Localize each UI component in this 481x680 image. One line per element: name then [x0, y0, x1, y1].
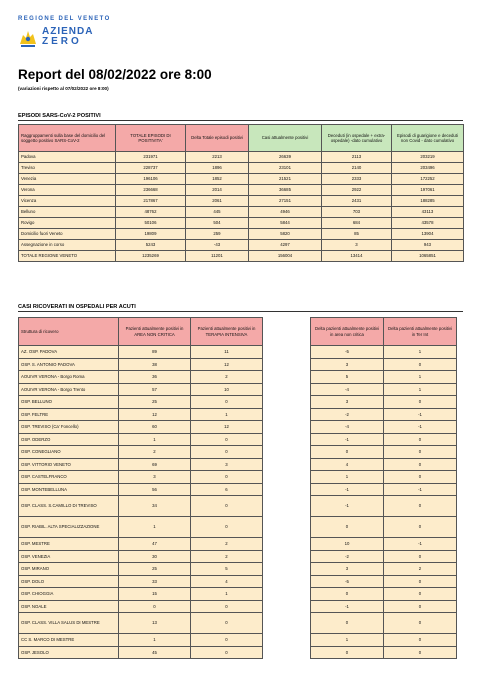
table-cell: 43578	[392, 218, 464, 229]
table-cell: 0	[384, 588, 457, 601]
table-cell: 4	[191, 575, 263, 588]
table-cell: 5	[311, 371, 384, 384]
table-cell: 2431	[322, 196, 392, 207]
table-row	[311, 550, 457, 563]
table-cell: 445	[186, 207, 249, 218]
table-row	[19, 575, 263, 588]
table-cell: 13414	[322, 251, 392, 262]
column-header: Delta pazienti attualmente positivi in area non critica	[311, 318, 384, 346]
table-row	[311, 563, 457, 576]
table-row	[19, 433, 263, 446]
column-header: Delta pazienti attualmente positivi in Ter Int	[384, 318, 457, 346]
winged-lion-logo-icon	[18, 26, 38, 48]
row-label: Vicenza	[19, 196, 116, 207]
table-row	[311, 396, 457, 409]
report-title: Report del 08/02/2022 ore 8:00	[18, 67, 212, 82]
table-cell: 0	[191, 433, 263, 446]
table-cell: 0	[384, 433, 457, 446]
table-cell: 21521	[249, 174, 322, 185]
table-row	[311, 634, 457, 647]
table-row	[19, 152, 464, 163]
table-cell: 34	[119, 496, 191, 517]
table-cell: 25	[119, 563, 191, 576]
table-row	[19, 229, 464, 240]
table-cell: 1	[191, 588, 263, 601]
table-cell: 1	[311, 471, 384, 484]
table-cell: 4	[311, 458, 384, 471]
positives-header-row	[19, 125, 464, 152]
table-cell: 0	[191, 396, 263, 409]
table-cell: 2061	[186, 196, 249, 207]
table-cell: 3	[311, 358, 384, 371]
table-cell: 1852	[186, 174, 249, 185]
row-label: OSP. FELTRE	[19, 408, 119, 421]
table-cell: 57	[119, 383, 191, 396]
table-row	[19, 408, 263, 421]
table-row	[19, 483, 263, 496]
table-row	[311, 588, 457, 601]
table-row	[311, 433, 457, 446]
table-row	[19, 634, 263, 647]
row-label: AZ. OSP. PADOVA	[19, 346, 119, 359]
table-cell: 1	[119, 433, 191, 446]
table-cell: 12	[191, 421, 263, 434]
table-row	[311, 483, 457, 496]
table-cell: 56	[119, 483, 191, 496]
table-row	[19, 371, 263, 384]
table-row	[19, 458, 263, 471]
row-label: OSP. DOLO	[19, 575, 119, 588]
header	[18, 16, 158, 48]
table-cell: -1	[384, 421, 457, 434]
table-cell: 2113	[322, 152, 392, 163]
table-cell: -5	[311, 575, 384, 588]
table-cell: -4	[311, 421, 384, 434]
table-row	[19, 517, 263, 538]
table-cell: 0	[191, 471, 263, 484]
table-cell: -2	[311, 408, 384, 421]
row-label: Belluno	[19, 207, 116, 218]
table-cell: 259	[186, 229, 249, 240]
hospitals-section-title: CASI RICOVERATI IN OSPEDALI PER ACUTI	[18, 304, 136, 310]
column-header: Pazienti attualmente positivi in TERAPIA INTENSIVA	[191, 318, 263, 346]
table-cell: 1	[384, 371, 457, 384]
table-row	[19, 563, 263, 576]
table-cell: 703	[322, 207, 392, 218]
table-row	[19, 196, 464, 207]
table-row	[19, 251, 464, 262]
table-cell: 4946	[249, 207, 322, 218]
row-label: OSP. BELLUNO	[19, 396, 119, 409]
column-header: Struttura di ricovero	[19, 318, 119, 346]
table-row	[19, 600, 263, 613]
table-row	[19, 496, 263, 517]
table-cell: 4297	[249, 240, 322, 251]
table-cell: 0	[384, 575, 457, 588]
row-label: OSP. VITTORIO VENETO	[19, 458, 119, 471]
table-cell: 0	[384, 613, 457, 634]
table-cell: 0	[384, 458, 457, 471]
table-row	[311, 613, 457, 634]
table-cell: 3	[322, 240, 392, 251]
column-header: Pazienti attualmente positivi in AREA NON CRITICA	[119, 318, 191, 346]
table-cell: 0	[119, 600, 191, 613]
table-cell: 11	[191, 346, 263, 359]
row-label: OSP. CLASS. VILLA SALUS DI MESTRE	[19, 613, 119, 634]
row-label: OSP. JESOLO	[19, 646, 119, 659]
table-row	[19, 538, 263, 551]
row-label: Padova	[19, 152, 116, 163]
positives-table-body	[19, 152, 464, 262]
table-cell: 0	[384, 446, 457, 459]
row-label: OSP. VENEZIA	[19, 550, 119, 563]
table-cell: -1	[384, 538, 457, 551]
table-cell: 504	[186, 218, 249, 229]
table-cell: 10	[311, 538, 384, 551]
table-row	[19, 346, 263, 359]
table-row	[311, 383, 457, 396]
table-cell: 0	[384, 646, 457, 659]
table-row	[19, 613, 263, 634]
row-label: OSP. CASTELFRANCO	[19, 471, 119, 484]
table-cell: 0	[384, 600, 457, 613]
table-row	[311, 346, 457, 359]
table-cell: 1235269	[116, 251, 186, 262]
table-cell: 203219	[392, 152, 464, 163]
row-label: TOTALE REGIONE VENETO	[19, 251, 116, 262]
table-cell: 172252	[392, 174, 464, 185]
table-cell: 0	[384, 634, 457, 647]
table-cell: 228737	[116, 163, 186, 174]
table-cell: -43	[186, 240, 249, 251]
table-row	[19, 646, 263, 659]
table-cell: 48762	[116, 207, 186, 218]
table-row	[311, 408, 457, 421]
row-label: OSP. MESTRE	[19, 538, 119, 551]
table-cell: 1896	[186, 163, 249, 174]
table-cell: 217867	[116, 196, 186, 207]
table-row	[311, 371, 457, 384]
table-cell: 0	[191, 634, 263, 647]
table-row	[19, 588, 263, 601]
table-cell: 5243	[116, 240, 186, 251]
delta-header-row	[311, 318, 457, 346]
table-cell: 89	[119, 346, 191, 359]
table-row	[19, 185, 464, 196]
table-row	[311, 458, 457, 471]
report-subtitle: (variazioni rispetto al 07/02/2022 ore 8:00)	[18, 86, 109, 91]
table-cell: 1	[119, 634, 191, 647]
table-cell: 0	[384, 471, 457, 484]
logo-text-zero: ZERO	[42, 36, 82, 47]
table-cell: 50106	[116, 218, 186, 229]
table-cell: 0	[191, 646, 263, 659]
table-row	[19, 383, 263, 396]
table-row	[311, 517, 457, 538]
row-label: Domicilio fuori Veneto	[19, 229, 116, 240]
table-cell: 0	[311, 646, 384, 659]
table-cell: 196106	[116, 174, 186, 185]
column-header: Casi attualmente positivi	[249, 125, 322, 152]
row-label: CC S. MARCO DI MESTRE	[19, 634, 119, 647]
row-label: Rovigo	[19, 218, 116, 229]
table-cell: 0	[191, 600, 263, 613]
table-cell: 2333	[322, 174, 392, 185]
table-cell: 0	[384, 517, 457, 538]
table-row	[19, 446, 263, 459]
table-cell: 12	[119, 408, 191, 421]
table-cell: 11201	[186, 251, 249, 262]
section-divider	[18, 120, 463, 121]
table-cell: 684	[322, 218, 392, 229]
table-row	[19, 207, 464, 218]
table-row	[311, 421, 457, 434]
table-row	[19, 396, 263, 409]
table-cell: 203496	[392, 163, 464, 174]
table-cell: 943	[392, 240, 464, 251]
region-label: REGIONE DEL VENETO	[18, 16, 111, 22]
table-cell: 6	[191, 483, 263, 496]
table-cell: 0	[191, 446, 263, 459]
table-cell: 36	[119, 371, 191, 384]
table-row	[311, 646, 457, 659]
azienda-zero-logo	[18, 26, 158, 48]
row-label: Venezia	[19, 174, 116, 185]
hospitals-delta-table	[310, 317, 457, 659]
table-cell: -1	[311, 433, 384, 446]
table-row	[19, 550, 263, 563]
row-label: OSP. TREVISO (Ca' Foncello)	[19, 421, 119, 434]
table-cell: 0	[311, 446, 384, 459]
row-label: AOUIVR VERONA - Borgo Roma	[19, 371, 119, 384]
table-cell: 1	[384, 346, 457, 359]
table-cell: 1	[384, 383, 457, 396]
table-cell: 0	[311, 613, 384, 634]
table-row	[311, 446, 457, 459]
table-row	[19, 218, 464, 229]
table-cell: -1	[311, 496, 384, 517]
hospitals-table	[18, 317, 263, 659]
table-cell: 1	[311, 634, 384, 647]
table-cell: 85	[322, 229, 392, 240]
table-cell: 0	[191, 496, 263, 517]
table-cell: 13904	[392, 229, 464, 240]
table-cell: 15	[119, 588, 191, 601]
table-row	[19, 358, 263, 371]
table-row	[19, 421, 263, 434]
table-row	[311, 471, 457, 484]
table-row	[19, 163, 464, 174]
table-row	[311, 575, 457, 588]
table-cell: -1	[384, 483, 457, 496]
row-label: OSP. S. ANTONIO PADOVA	[19, 358, 119, 371]
row-label: OSP. RIABIL. ALTA SPECIALIZZAZIONE	[19, 517, 119, 538]
table-cell: 47	[119, 538, 191, 551]
table-cell: 0	[384, 358, 457, 371]
positives-table	[18, 124, 464, 262]
table-cell: 27151	[249, 196, 322, 207]
table-cell: -1	[384, 408, 457, 421]
hospitals-delta-table-body	[311, 346, 457, 659]
table-cell: 0	[311, 517, 384, 538]
table-cell: 23101	[249, 163, 322, 174]
table-cell: 19809	[116, 229, 186, 240]
table-cell: 2140	[322, 163, 392, 174]
row-label: OSP. CONEGLIANO	[19, 446, 119, 459]
table-cell: 2	[384, 563, 457, 576]
table-cell: 0	[384, 396, 457, 409]
row-label: OSP. CHIOGGIA	[19, 588, 119, 601]
table-cell: 60	[119, 421, 191, 434]
column-header: TOTALE EPISODI DI POSITIVITA'	[116, 125, 186, 152]
table-cell: 36685	[249, 185, 322, 196]
table-cell: 2014	[186, 185, 249, 196]
table-cell: 156004	[249, 251, 322, 262]
table-cell: 26639	[249, 152, 322, 163]
table-cell: -1	[311, 600, 384, 613]
table-cell: 0	[311, 588, 384, 601]
table-cell: 45	[119, 646, 191, 659]
table-row	[311, 600, 457, 613]
table-row	[19, 174, 464, 185]
table-cell: 5844	[249, 218, 322, 229]
column-header: Episodi di guarigione e deceduti non Covid - dato cumulativo	[392, 125, 464, 152]
row-label: Assegnazione in corso	[19, 240, 116, 251]
column-header: Deceduti (in ospedale + extra-ospedale) -dato cumulativo	[322, 125, 392, 152]
row-label: AOUIVR VERONA - Borgo Trento	[19, 383, 119, 396]
positives-section-title: EPISODI SARS-CoV-2 POSITIVI	[18, 113, 101, 119]
table-cell: -5	[311, 346, 384, 359]
section-divider	[18, 311, 463, 312]
table-cell: 10	[191, 383, 263, 396]
table-cell: 0	[191, 517, 263, 538]
table-cell: -4	[311, 383, 384, 396]
row-label: Verona	[19, 185, 116, 196]
row-label: Treviso	[19, 163, 116, 174]
table-cell: 3	[311, 396, 384, 409]
table-cell: 13	[119, 613, 191, 634]
table-cell: 0	[384, 550, 457, 563]
table-cell: 33	[119, 575, 191, 588]
hospitals-table-body	[19, 346, 263, 659]
column-header: Delta Totale episodi positivi	[186, 125, 249, 152]
table-cell: 3	[311, 563, 384, 576]
table-row	[19, 471, 263, 484]
table-cell: 231971	[116, 152, 186, 163]
table-cell: 3	[119, 471, 191, 484]
table-row	[311, 358, 457, 371]
row-label: OSP. CLASS. S.CAMILLO DI TREVISO	[19, 496, 119, 517]
hospitals-header-row	[19, 318, 263, 346]
table-row	[311, 496, 457, 517]
table-cell: 2	[191, 371, 263, 384]
table-cell: 197061	[392, 185, 464, 196]
table-cell: 2213	[186, 152, 249, 163]
table-cell: 2	[119, 446, 191, 459]
table-cell: 0	[384, 496, 457, 517]
table-cell: 5	[191, 563, 263, 576]
table-cell: 236668	[116, 185, 186, 196]
column-header: Raggruppamenti sulla base del domicilio del soggetto positivo SARS-CoV-2	[19, 125, 116, 152]
table-cell: 3	[191, 458, 263, 471]
table-cell: 5820	[249, 229, 322, 240]
table-cell: 43113	[392, 207, 464, 218]
table-cell: 0	[191, 613, 263, 634]
logo-text-azienda: AZIENDA	[42, 26, 94, 37]
table-row	[311, 538, 457, 551]
table-cell: -1	[311, 483, 384, 496]
table-cell: 30	[119, 550, 191, 563]
table-cell: 1	[191, 408, 263, 421]
table-cell: 25	[119, 396, 191, 409]
table-cell: 188285	[392, 196, 464, 207]
table-cell: 69	[119, 458, 191, 471]
table-row	[19, 240, 464, 251]
table-cell: 12	[191, 358, 263, 371]
row-label: OSP. NOALE	[19, 600, 119, 613]
table-cell: 2	[191, 550, 263, 563]
row-label: OSP. ODERZO	[19, 433, 119, 446]
table-cell: 38	[119, 358, 191, 371]
row-label: OSP. MONTEBELLUNA	[19, 483, 119, 496]
table-cell: -2	[311, 550, 384, 563]
table-cell: 1	[119, 517, 191, 538]
row-label: OSP. MIRANO	[19, 563, 119, 576]
table-cell: 2	[191, 538, 263, 551]
table-cell: 1065851	[392, 251, 464, 262]
table-cell: 2922	[322, 185, 392, 196]
